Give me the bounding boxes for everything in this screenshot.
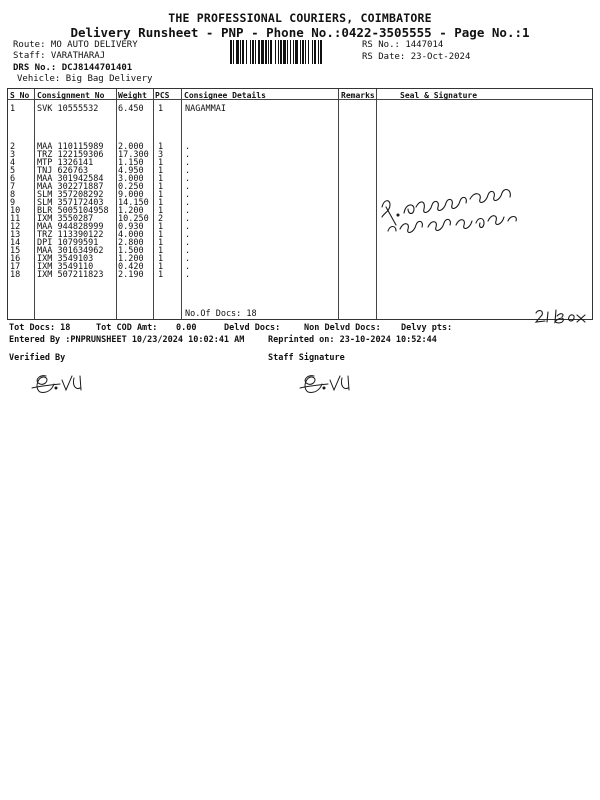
row-consignment-no: DPI 10799591 <box>37 238 99 248</box>
route-label: Route: MO AUTO DELIVERY <box>13 40 138 50</box>
row-sno: 13 <box>10 230 21 240</box>
row-sno: 1 <box>10 104 16 114</box>
row-sno: 12 <box>10 222 21 232</box>
row-consignment-no: MAA 302271887 <box>37 182 104 192</box>
row-weight: 1.200 <box>118 206 144 216</box>
header-weight: Weight <box>118 91 147 100</box>
vehicle-label: Vehicle: Big Bag Delivery <box>17 74 153 84</box>
row-consignee: . <box>185 238 191 248</box>
header-sno: S No <box>10 91 30 100</box>
row-pcs: 1 <box>158 222 164 232</box>
row-pcs: 1 <box>158 230 164 240</box>
row-consignee: . <box>185 222 191 232</box>
row-consignee: . <box>185 158 191 168</box>
row-pcs: 1 <box>158 104 164 114</box>
row-consignee: . <box>185 214 191 224</box>
row-weight: 2.800 <box>118 238 144 248</box>
total-cod-value: 0.00 <box>176 323 197 333</box>
row-consignee: . <box>185 246 191 256</box>
rs-date: RS Date: 23-Oct-2024 <box>362 52 471 62</box>
row-sno: 6 <box>10 174 16 184</box>
row-consignee: . <box>185 182 191 192</box>
row-consignee: . <box>185 142 191 152</box>
row-consignee: . <box>185 254 191 264</box>
row-weight: 10.250 <box>118 214 149 224</box>
row-consignment-no: MAA 301634962 <box>37 246 104 256</box>
delivery-points: Delvy pts: <box>401 323 453 333</box>
staff-label: Staff: VARATHARAJ <box>13 51 106 61</box>
row-consignee: NAGAMMAI <box>185 104 226 114</box>
receiver-handwritten-signature <box>378 169 538 239</box>
row-consignment-no: MAA 110115989 <box>37 142 104 152</box>
row-pcs: 1 <box>158 142 164 152</box>
row-weight: 1.150 <box>118 158 144 168</box>
row-weight: 0.420 <box>118 262 144 272</box>
row-pcs: 2 <box>158 214 164 224</box>
row-pcs: 1 <box>158 238 164 248</box>
runsheet-table <box>7 88 593 320</box>
delivered-docs: Delvd Docs: <box>224 323 281 333</box>
reprinted-on: Reprinted on: 23-10-2024 10:52:44 <box>268 335 437 345</box>
header-remarks: Remarks <box>341 91 375 100</box>
row-sno: 11 <box>10 214 21 224</box>
row-weight: 2.000 <box>118 142 144 152</box>
row-weight: 0.930 <box>118 222 144 232</box>
row-consignee: . <box>185 230 191 240</box>
row-consignment-no: IXM 3549110 <box>37 262 94 272</box>
row-consignment-no: MTP 1326141 <box>37 158 94 168</box>
row-consignment-no: IXM 507211823 <box>37 270 104 280</box>
row-sno: 8 <box>10 190 16 200</box>
barcode <box>230 40 356 64</box>
row-consignment-no: SLM 357208292 <box>37 190 104 200</box>
total-docs: Tot Docs: 18 <box>9 323 71 333</box>
row-weight: 1.200 <box>118 254 144 264</box>
rs-number: RS No.: 1447014 <box>362 40 444 50</box>
row-weight: 17.300 <box>118 150 149 160</box>
row-weight: 6.450 <box>118 104 144 114</box>
drs-number: DRS No.: DCJ8144701401 <box>13 63 133 73</box>
row-sno: 9 <box>10 198 16 208</box>
row-sno: 7 <box>10 182 16 192</box>
row-consignment-no: IXM 3549103 <box>37 254 94 264</box>
row-consignment-no: IXM 3550287 <box>37 214 94 224</box>
row-consignment-no: BLR 5005104958 <box>37 206 109 216</box>
verified-by-label: Verified By <box>9 353 66 363</box>
no-of-docs: No.Of Docs: 18 <box>185 309 257 319</box>
total-cod-label: Tot COD Amt: <box>96 323 158 333</box>
row-pcs: 3 <box>158 150 164 160</box>
row-consignment-no: MAA 301942584 <box>37 174 104 184</box>
row-consignment-no: TRZ 122159306 <box>37 150 104 160</box>
row-consignment-no: TRZ 113390122 <box>37 230 104 240</box>
row-consignment-no: TNJ 626763 <box>37 166 89 176</box>
row-consignee: . <box>185 166 191 176</box>
row-weight: 1.500 <box>118 246 144 256</box>
header-seal-signature: Seal & Signature <box>400 91 478 100</box>
header-consignee: Consignee Details <box>184 91 266 100</box>
row-consignee: . <box>185 206 191 216</box>
row-weight: 9.000 <box>118 190 144 200</box>
company-name: THE PROFESSIONAL COURIERS, COIMBATORE <box>168 11 432 25</box>
row-consignment-no: SVK 10555532 <box>37 104 99 114</box>
row-pcs: 1 <box>158 262 164 272</box>
row-pcs: 1 <box>158 182 164 192</box>
row-pcs: 1 <box>158 246 164 256</box>
header-pcs: PCS <box>155 91 170 100</box>
row-weight: 0.250 <box>118 182 144 192</box>
row-weight: 3.000 <box>118 174 144 184</box>
row-weight: 4.950 <box>118 166 144 176</box>
row-pcs: 1 <box>158 254 164 264</box>
non-delivered-docs: Non Delvd Docs: <box>304 323 381 333</box>
row-consignment-no: MAA 944828999 <box>37 222 104 232</box>
row-consignee: . <box>185 270 191 280</box>
header-consignment: Consignment No <box>37 91 105 100</box>
row-sno: 17 <box>10 262 21 272</box>
staff-signature-label: Staff Signature <box>268 353 345 363</box>
row-sno: 2 <box>10 142 16 152</box>
row-weight: 2.190 <box>118 270 144 280</box>
verifier-signature <box>28 368 88 398</box>
row-sno: 16 <box>10 254 21 264</box>
staff-handwritten-signature <box>296 368 356 398</box>
entered-by: Entered By :PNPRUNSHEET 10/23/2024 10:02:41 AM <box>9 335 245 345</box>
row-sno: 15 <box>10 246 21 256</box>
row-sno: 18 <box>10 270 21 280</box>
row-sno: 14 <box>10 238 21 248</box>
row-consignee: . <box>185 190 191 200</box>
row-weight: 4.000 <box>118 230 144 240</box>
row-consignment-no: SLM 357172403 <box>37 198 104 208</box>
row-sno: 10 <box>10 206 21 216</box>
row-consignee: . <box>185 262 191 272</box>
row-pcs: 1 <box>158 158 164 168</box>
row-consignee: . <box>185 174 191 184</box>
row-pcs: 1 <box>158 166 164 176</box>
row-sno: 3 <box>10 150 16 160</box>
row-sno: 5 <box>10 166 16 176</box>
row-sno: 4 <box>10 158 16 168</box>
row-consignee: . <box>185 198 191 208</box>
row-pcs: 1 <box>158 270 164 280</box>
row-pcs: 1 <box>158 190 164 200</box>
runsheet-title: Delivery Runsheet - PNP - Phone No.:0422-3505555 - Page No.:1 <box>70 25 530 40</box>
row-pcs: 1 <box>158 198 164 208</box>
row-weight: 14.150 <box>118 198 149 208</box>
handwritten-box-count <box>533 307 589 329</box>
row-pcs: 1 <box>158 174 164 184</box>
row-pcs: 1 <box>158 206 164 216</box>
row-consignee: . <box>185 150 191 160</box>
